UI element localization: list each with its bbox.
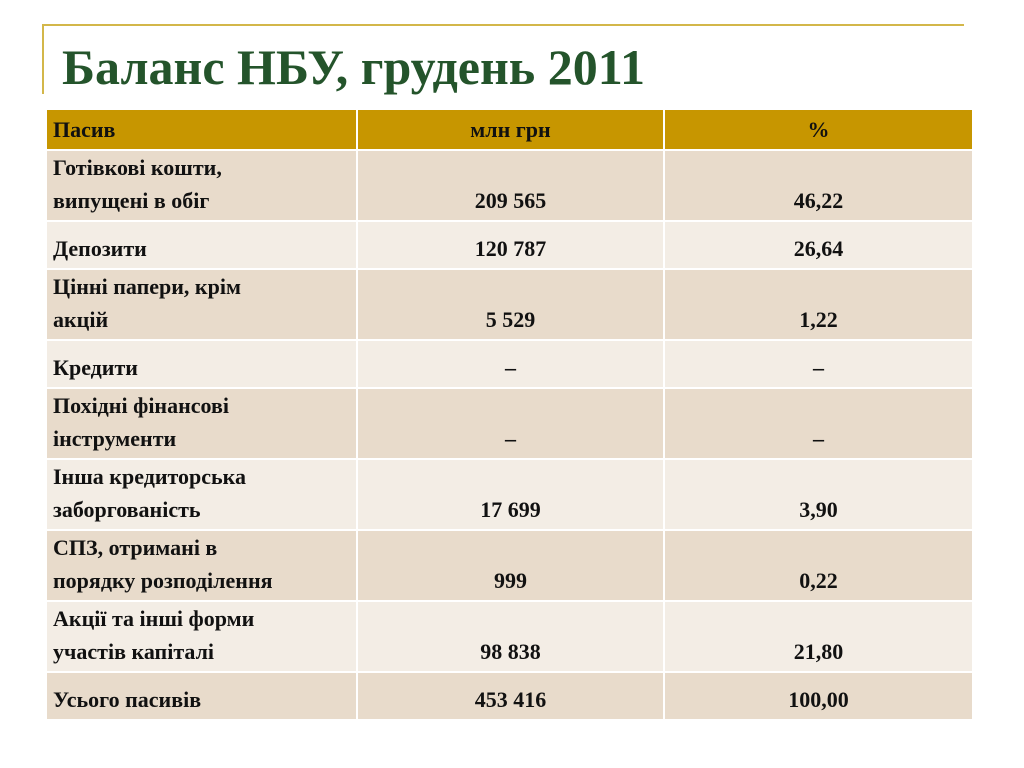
row-amount: 999 [358, 531, 665, 602]
top-decorative-rule [42, 24, 964, 26]
row-label-line2: заборгованість [53, 497, 201, 522]
table-row [47, 222, 972, 270]
balance-table [47, 110, 972, 721]
row-label-line1: Похідні фінансові [53, 393, 229, 418]
table-header-row [47, 110, 972, 151]
row-label-line1: Готівкові кошти, [53, 155, 222, 180]
table-row [47, 151, 972, 222]
row-percent: 26,64 [665, 222, 972, 270]
row-label-line1: Інша кредиторська [53, 464, 246, 489]
side-decorative-rule [42, 24, 44, 94]
row-label [47, 460, 358, 531]
row-amount: 453 416 [358, 673, 665, 721]
row-percent: – [665, 389, 972, 460]
header-percent: % [665, 110, 972, 151]
row-amount: 98 838 [358, 602, 665, 673]
row-label: Кредити [47, 341, 358, 389]
row-percent: 21,80 [665, 602, 972, 673]
row-label [47, 151, 358, 222]
row-label-line1: Акції та інші форми [53, 606, 255, 631]
row-label [47, 531, 358, 602]
table-row [47, 602, 972, 673]
table-row [47, 460, 972, 531]
row-amount: 120 787 [358, 222, 665, 270]
row-label-line2: участів капіталі [53, 639, 215, 664]
header-liabilities: Пасив [47, 110, 358, 151]
row-label-line1: СПЗ, отримані в [53, 535, 218, 560]
slide-title: Баланс НБУ, грудень 2011 [62, 39, 645, 95]
row-label-line2: акцій [53, 307, 109, 332]
table-row [47, 389, 972, 460]
row-percent: 46,22 [665, 151, 972, 222]
header-amount: млн грн [358, 110, 665, 151]
row-amount: – [358, 341, 665, 389]
row-label [47, 602, 358, 673]
row-amount: 17 699 [358, 460, 665, 531]
table-row [47, 270, 972, 341]
row-label [47, 270, 358, 341]
row-label-line1: Цінні папери, крім [53, 274, 241, 299]
row-label-line2: випущені в обіг [53, 188, 210, 213]
row-label: Депозити [47, 222, 358, 270]
row-percent: 100,00 [665, 673, 972, 721]
table-row-total [47, 673, 972, 721]
row-amount: 209 565 [358, 151, 665, 222]
row-amount: 5 529 [358, 270, 665, 341]
row-percent: 1,22 [665, 270, 972, 341]
row-amount: – [358, 389, 665, 460]
row-percent: – [665, 341, 972, 389]
row-label [47, 389, 358, 460]
row-percent: 3,90 [665, 460, 972, 531]
row-label-line2: порядку розподілення [53, 568, 273, 593]
table-row [47, 341, 972, 389]
table-row [47, 531, 972, 602]
row-label-line2: інструменти [53, 426, 177, 451]
row-percent: 0,22 [665, 531, 972, 602]
row-label: Усього пасивів [47, 673, 358, 721]
